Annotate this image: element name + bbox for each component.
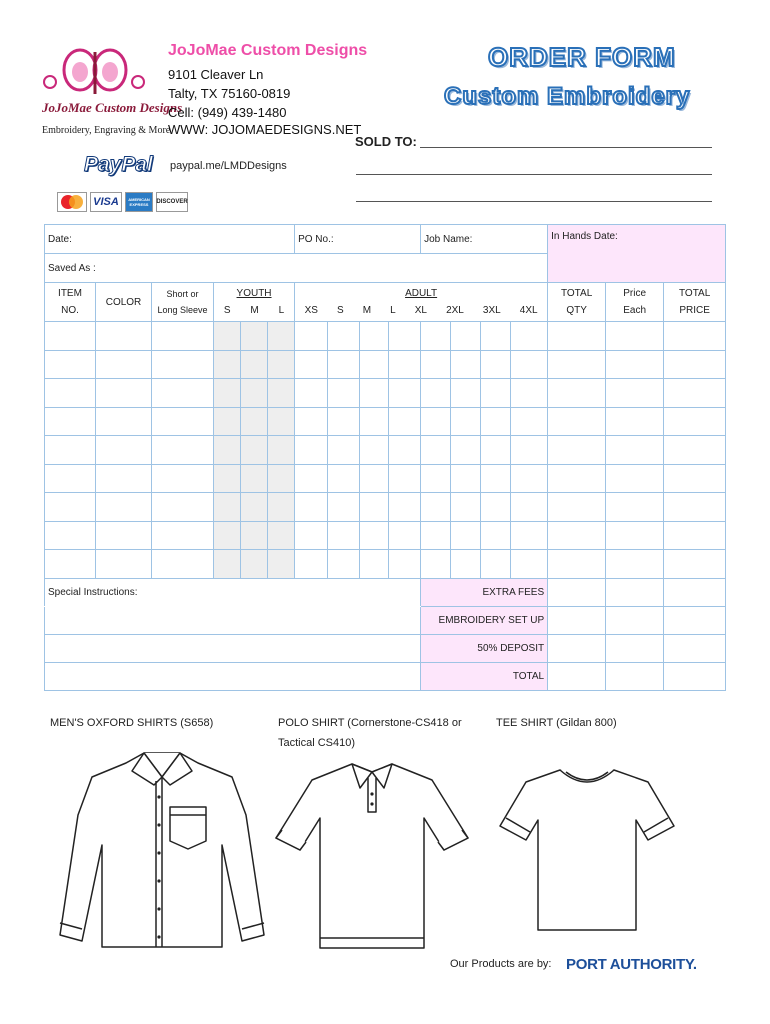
special-instructions-cell[interactable] (45, 578, 421, 606)
oxford-shirt-label: MEN'S OXFORD SHIRTS (S658) (50, 717, 214, 729)
setup-qty[interactable] (548, 606, 606, 634)
polo-shirt-label-line2: Tactical CS410) (278, 737, 356, 749)
col-total-qty-header (548, 283, 606, 322)
special-instructions-line-1[interactable] (45, 606, 421, 634)
order-cell[interactable] (511, 521, 548, 550)
order-cell[interactable] (511, 322, 548, 351)
adult-size-4xl: 4XL (519, 305, 538, 316)
order-cell[interactable] (548, 350, 606, 379)
order-cell[interactable] (268, 322, 295, 351)
company-name: JoJoMae Custom Designs (168, 42, 368, 59)
extra-fees-qty[interactable] (548, 578, 606, 606)
order-cell[interactable] (295, 521, 328, 550)
oxford-shirt-icon (56, 745, 268, 950)
order-cell[interactable] (96, 464, 152, 493)
order-cell[interactable] (481, 464, 511, 493)
sold-to-label: SOLD TO: (355, 134, 417, 149)
order-cell[interactable] (45, 322, 96, 351)
job-name-label: Job Name: (424, 233, 473, 245)
order-cell[interactable] (268, 493, 295, 522)
adult-size-s: S (337, 305, 344, 316)
adult-header (295, 283, 548, 322)
order-cell[interactable] (606, 550, 664, 579)
col-total-price-header-line2: PRICE (679, 305, 710, 316)
order-cell[interactable] (548, 436, 606, 465)
website[interactable]: WWW: JOJOMAEDESIGNS.NET (168, 122, 362, 137)
order-cell[interactable] (214, 322, 241, 351)
order-cell[interactable] (152, 407, 214, 436)
table-row (45, 407, 726, 436)
order-cell[interactable] (96, 407, 152, 436)
deposit-price[interactable] (606, 634, 664, 662)
order-cell[interactable] (295, 350, 328, 379)
deposit-qty[interactable] (548, 634, 606, 662)
col-total-price-header (664, 283, 726, 322)
po-cell[interactable] (295, 225, 421, 254)
logo-tagline: Embroidery, Engraving & More (42, 125, 171, 136)
order-cell[interactable] (214, 464, 241, 493)
order-cell[interactable] (45, 407, 96, 436)
tee-shirt-label: TEE SHIRT (Gildan 800) (496, 717, 617, 729)
order-cell[interactable] (606, 322, 664, 351)
order-cell[interactable] (606, 436, 664, 465)
order-cell[interactable] (328, 407, 360, 436)
col-sleeve-header-line1: Short or (166, 289, 199, 299)
order-cell[interactable] (152, 322, 214, 351)
grand-total-qty[interactable] (548, 662, 606, 690)
grand-total[interactable] (664, 662, 726, 690)
order-cell[interactable] (481, 350, 511, 379)
order-cell[interactable] (295, 464, 328, 493)
order-cell[interactable] (45, 436, 96, 465)
order-cell[interactable] (664, 550, 726, 579)
order-cell[interactable] (451, 521, 481, 550)
youth-header (214, 283, 295, 322)
order-cell[interactable] (152, 550, 214, 579)
order-cell[interactable] (451, 322, 481, 351)
order-cell[interactable] (214, 350, 241, 379)
address-city: Talty, TX 75160-0819 (168, 86, 291, 101)
order-cell[interactable] (152, 436, 214, 465)
setup-total[interactable] (664, 606, 726, 634)
order-cell[interactable] (45, 379, 96, 408)
port-authority-logo-icon: PORT AUTHORITY. (566, 956, 697, 973)
col-total-price-header-line1: TOTAL (678, 288, 711, 299)
table-header-row (45, 283, 726, 322)
extra-fees-label: EXTRA FEES (421, 578, 548, 606)
order-cell[interactable] (268, 521, 295, 550)
col-item-header-line2: NO. (61, 305, 79, 316)
order-cell[interactable] (214, 521, 241, 550)
order-cell[interactable] (421, 322, 451, 351)
order-cell[interactable] (606, 350, 664, 379)
paypal-url[interactable]: paypal.me/LMDDesigns (170, 160, 287, 172)
order-cell[interactable] (295, 550, 328, 579)
order-cell[interactable] (664, 436, 726, 465)
order-cell[interactable] (45, 521, 96, 550)
order-cell[interactable] (152, 464, 214, 493)
order-cell[interactable] (548, 379, 606, 408)
order-cell[interactable] (389, 379, 421, 408)
order-cell[interactable] (389, 350, 421, 379)
order-cell[interactable] (421, 436, 451, 465)
order-cell[interactable] (511, 379, 548, 408)
youth-size-l: L (278, 305, 285, 316)
order-cell[interactable] (481, 521, 511, 550)
cell-phone: Cell: (949) 439-1480 (168, 105, 287, 120)
order-cell[interactable] (214, 436, 241, 465)
col-price-header (606, 283, 664, 322)
order-cell[interactable] (664, 464, 726, 493)
order-cell[interactable] (451, 379, 481, 408)
order-cell[interactable] (214, 407, 241, 436)
page-title: ORDER FORM (488, 42, 676, 72)
deposit-total[interactable] (664, 634, 726, 662)
order-cell[interactable] (389, 464, 421, 493)
col-sleeve-header (152, 283, 214, 322)
order-cell[interactable] (96, 379, 152, 408)
order-cell[interactable] (360, 550, 389, 579)
order-cell[interactable] (328, 436, 360, 465)
adult-size-xl: XL (414, 305, 427, 316)
order-cell[interactable] (511, 436, 548, 465)
polo-shirt-label-line1: POLO SHIRT (Cornerstone-CS418 or (278, 717, 462, 729)
col-item-header (45, 283, 96, 322)
saved-as-label: Saved As : (48, 262, 96, 274)
order-cell[interactable] (511, 407, 548, 436)
order-cell[interactable] (96, 322, 152, 351)
order-cell[interactable] (451, 550, 481, 579)
order-cell[interactable] (96, 493, 152, 522)
youth-size-labels (214, 305, 294, 316)
address-street: 9101 Cleaver Ln (168, 67, 264, 82)
order-cell[interactable] (96, 350, 152, 379)
order-cell[interactable] (241, 436, 268, 465)
sold-to-line-1[interactable] (420, 147, 712, 148)
order-cell[interactable] (481, 379, 511, 408)
order-cell[interactable] (421, 350, 451, 379)
order-cell[interactable] (389, 436, 421, 465)
order-cell[interactable] (45, 350, 96, 379)
col-price-header-line1: Price (623, 288, 647, 299)
youth-size-m: M (250, 305, 259, 316)
order-cell[interactable] (328, 550, 360, 579)
order-cell[interactable] (421, 521, 451, 550)
order-cell[interactable] (241, 350, 268, 379)
order-cell[interactable] (360, 322, 389, 351)
order-cell[interactable] (481, 322, 511, 351)
order-cell[interactable] (360, 493, 389, 522)
adult-size-l: L (390, 305, 396, 316)
order-cell[interactable] (548, 407, 606, 436)
order-cell[interactable] (268, 436, 295, 465)
order-cell[interactable] (360, 379, 389, 408)
order-cell[interactable] (389, 550, 421, 579)
order-cell[interactable] (268, 550, 295, 579)
order-cell[interactable] (481, 493, 511, 522)
order-cell[interactable] (606, 521, 664, 550)
deposit-label: 50% DEPOSIT (421, 634, 548, 662)
table-row (45, 464, 726, 493)
col-item-header-line1: ITEM (58, 288, 82, 299)
total-label: TOTAL (421, 662, 548, 690)
order-cell[interactable] (481, 407, 511, 436)
order-cell[interactable] (664, 322, 726, 351)
order-cell[interactable] (241, 550, 268, 579)
order-cell[interactable] (664, 407, 726, 436)
order-cell[interactable] (268, 379, 295, 408)
order-cell[interactable] (664, 379, 726, 408)
order-cell[interactable] (360, 521, 389, 550)
job-name-cell[interactable] (421, 225, 548, 254)
order-cell[interactable] (451, 436, 481, 465)
adult-size-m: M (362, 305, 372, 316)
order-cell[interactable] (152, 379, 214, 408)
order-cell[interactable] (241, 322, 268, 351)
special-instructions-label: Special Instructions: (48, 586, 138, 598)
saved-as-cell[interactable] (45, 254, 548, 283)
table-row (45, 350, 726, 379)
paypal-logo-icon: PayPal (84, 153, 153, 176)
special-instructions-line-3[interactable] (45, 662, 421, 690)
order-cell[interactable] (451, 493, 481, 522)
order-cell[interactable] (451, 350, 481, 379)
order-cell[interactable] (45, 493, 96, 522)
adult-size-2xl: 2XL (446, 305, 464, 316)
order-cell[interactable] (664, 350, 726, 379)
grand-total-price[interactable] (606, 662, 664, 690)
order-cell[interactable] (511, 464, 548, 493)
order-cell[interactable] (152, 350, 214, 379)
order-cell[interactable] (511, 550, 548, 579)
order-cell[interactable] (214, 550, 241, 579)
col-price-header-line2: Each (623, 305, 647, 316)
order-cell[interactable] (268, 464, 295, 493)
order-cell[interactable] (214, 379, 241, 408)
order-cell[interactable] (664, 493, 726, 522)
table-row (45, 493, 726, 522)
order-cell[interactable] (421, 407, 451, 436)
order-cell[interactable] (152, 521, 214, 550)
order-cell[interactable] (214, 493, 241, 522)
order-cell[interactable] (328, 322, 360, 351)
order-cell[interactable] (241, 379, 268, 408)
col-color-header: COLOR (96, 283, 152, 322)
date-cell[interactable] (45, 225, 295, 254)
discover-icon: DISCOVER (156, 192, 188, 212)
logo-wordmark: JoJoMae Custom Designs (42, 100, 183, 115)
order-cell[interactable] (451, 464, 481, 493)
sold-to-line-3[interactable] (356, 201, 712, 202)
order-cell[interactable] (268, 407, 295, 436)
order-cell[interactable] (295, 379, 328, 408)
order-cell[interactable] (328, 521, 360, 550)
order-cell[interactable] (241, 493, 268, 522)
col-total-qty-header-line1: TOTAL (560, 288, 593, 299)
sold-to-line-2[interactable] (356, 174, 712, 175)
order-cell[interactable] (664, 521, 726, 550)
order-cell[interactable] (152, 493, 214, 522)
extra-fees-total[interactable] (664, 578, 726, 606)
order-cell[interactable] (45, 550, 96, 579)
order-cell[interactable] (96, 436, 152, 465)
order-cell[interactable] (511, 493, 548, 522)
order-cell[interactable] (389, 493, 421, 522)
table-row (45, 436, 726, 465)
order-cell[interactable] (548, 550, 606, 579)
order-cell[interactable] (389, 407, 421, 436)
order-cell[interactable] (295, 436, 328, 465)
order-cell[interactable] (295, 493, 328, 522)
order-cell[interactable] (328, 350, 360, 379)
order-cell[interactable] (548, 493, 606, 522)
order-cell[interactable] (241, 521, 268, 550)
order-cell[interactable] (421, 379, 451, 408)
order-cell[interactable] (389, 521, 421, 550)
setup-price[interactable] (606, 606, 664, 634)
order-cell[interactable] (328, 493, 360, 522)
order-cell[interactable] (295, 322, 328, 351)
order-cell[interactable] (421, 493, 451, 522)
table-row (45, 550, 726, 579)
order-cell[interactable] (481, 550, 511, 579)
order-cell[interactable] (511, 350, 548, 379)
embroidery-setup-label: EMBROIDERY SET UP (421, 606, 548, 634)
in-hands-date-cell[interactable] (548, 225, 726, 283)
order-cell[interactable] (328, 379, 360, 408)
order-cell[interactable] (295, 407, 328, 436)
po-label: PO No.: (298, 233, 334, 245)
order-cell[interactable] (360, 350, 389, 379)
order-cell[interactable] (268, 350, 295, 379)
col-sleeve-header-line2: Long Sleeve (157, 305, 208, 315)
page-subtitle: Custom Embroidery (444, 83, 691, 110)
order-cell[interactable] (328, 464, 360, 493)
order-cell[interactable] (606, 493, 664, 522)
adult-size-labels (295, 305, 547, 316)
order-cell[interactable] (241, 464, 268, 493)
extra-fees-price[interactable] (606, 578, 664, 606)
order-cell[interactable] (421, 550, 451, 579)
col-total-qty-header-line2: QTY (566, 305, 587, 316)
polo-shirt-icon (272, 758, 472, 950)
order-cell[interactable] (241, 407, 268, 436)
order-cell[interactable] (606, 379, 664, 408)
date-label: Date: (48, 233, 72, 245)
table-row (45, 379, 726, 408)
youth-label: YOUTH (236, 288, 272, 299)
order-cell[interactable] (421, 464, 451, 493)
youth-size-s: S (223, 305, 231, 316)
order-cell[interactable] (606, 407, 664, 436)
order-cell[interactable] (96, 550, 152, 579)
table-row (45, 521, 726, 550)
footer-by-text: Our Products are by: (450, 958, 552, 970)
mastercard-icon (57, 192, 87, 212)
order-cell[interactable] (389, 322, 421, 351)
order-cell[interactable] (360, 407, 389, 436)
order-cell[interactable] (360, 464, 389, 493)
order-cell[interactable] (96, 521, 152, 550)
order-cell[interactable] (360, 436, 389, 465)
order-cell[interactable] (548, 464, 606, 493)
order-cell[interactable] (548, 521, 606, 550)
order-cell[interactable] (548, 322, 606, 351)
order-cell[interactable] (606, 464, 664, 493)
adult-size-xs: XS (304, 305, 318, 316)
adult-size-3xl: 3XL (482, 305, 501, 316)
order-cell[interactable] (451, 407, 481, 436)
order-cell[interactable] (481, 436, 511, 465)
order-table (44, 224, 726, 691)
table-row (45, 322, 726, 351)
adult-label: ADULT (405, 288, 438, 299)
order-cell[interactable] (45, 464, 96, 493)
special-instructions-line-2[interactable] (45, 634, 421, 662)
tee-shirt-icon (498, 764, 676, 934)
amex-icon: AMERICAN EXPRESS (125, 192, 153, 212)
in-hands-date-label: In Hands Date: (551, 231, 618, 242)
visa-icon: VISA (90, 192, 122, 212)
